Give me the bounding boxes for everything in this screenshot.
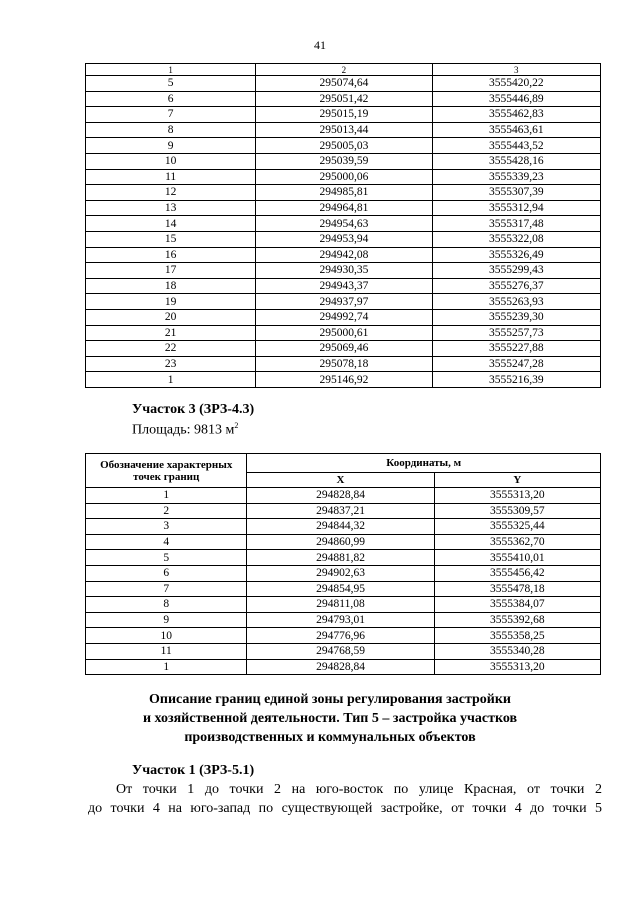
point-number-cell: 21 [86, 325, 256, 341]
point-number-cell: 1 [86, 488, 247, 504]
x-coordinate-cell: 294860,99 [247, 534, 434, 550]
y-coordinate-cell: 3555463,61 [432, 122, 600, 138]
coordinates-header: Координаты, м [247, 454, 601, 473]
table-row [86, 356, 601, 372]
x-coordinate-cell: 295078,18 [256, 356, 432, 372]
table-row [86, 263, 601, 279]
table-header-row [86, 64, 601, 76]
x-coordinate-cell: 294954,63 [256, 216, 432, 232]
x-coordinate-cell: 295000,06 [256, 169, 432, 185]
table-row [86, 122, 601, 138]
x-coordinate-cell: 295039,59 [256, 153, 432, 169]
y-coordinate-cell: 3555309,57 [434, 503, 600, 519]
y-coordinate-cell: 3555392,68 [434, 612, 600, 628]
point-number-cell: 11 [86, 643, 247, 659]
x-coordinate-cell: 295013,44 [256, 122, 432, 138]
table-row [86, 581, 601, 597]
x-coordinate-cell: 295069,46 [256, 341, 432, 357]
y-coordinate-cell: 3555227,88 [432, 341, 600, 357]
y-coordinate-cell: 3555326,49 [432, 247, 600, 263]
heading-line-3: производственных и коммунальных объектов [184, 730, 476, 745]
point-number-cell: 5 [86, 76, 256, 92]
table-row [86, 76, 601, 92]
table-row [86, 534, 601, 550]
table-row [86, 503, 601, 519]
x-coordinate-cell: 294854,95 [247, 581, 434, 597]
point-number-cell: 6 [86, 91, 256, 107]
y-coordinate-cell: 3555420,22 [432, 76, 600, 92]
y-coordinate-cell: 3555239,30 [432, 309, 600, 325]
point-number-cell: 10 [86, 628, 247, 644]
x-coordinate-cell: 294793,01 [247, 612, 434, 628]
section-1-title: Участок 1 (ЗРЗ-5.1) [132, 763, 255, 778]
zone-description-heading [60, 690, 600, 747]
y-coordinate-cell: 3555428,16 [432, 153, 600, 169]
area-text: Площадь: 9813 м [132, 422, 235, 438]
x-coordinate-cell: 294942,08 [256, 247, 432, 263]
point-number-cell: 8 [86, 597, 247, 613]
y-coordinate-cell: 3555307,39 [432, 185, 600, 201]
table-row [86, 612, 601, 628]
point-number-cell: 15 [86, 231, 256, 247]
point-number-cell: 4 [86, 534, 247, 550]
column-number-2: 2 [256, 64, 432, 76]
table-row [86, 216, 601, 232]
x-coordinate-cell: 295051,42 [256, 91, 432, 107]
x-coordinate-cell: 295000,61 [256, 325, 432, 341]
table-row [86, 278, 601, 294]
y-coordinate-cell: 3555340,28 [434, 643, 600, 659]
table-row [86, 169, 601, 185]
point-number-cell: 6 [86, 565, 247, 581]
point-number-cell: 10 [86, 153, 256, 169]
table-row [86, 372, 601, 388]
y-coordinate-cell: 3555446,89 [432, 91, 600, 107]
y-coordinate-cell: 3555443,52 [432, 138, 600, 154]
point-number-cell: 9 [86, 612, 247, 628]
section-1-paragraph-line-1: От точки 1 до точки 2 на юго-восток по улице Красная, от точки 2 [116, 782, 602, 797]
section-3-title: Участок 3 (ЗРЗ-4.3) [132, 402, 255, 417]
table-row [86, 519, 601, 535]
point-number-cell: 12 [86, 185, 256, 201]
table-row [86, 550, 601, 566]
point-number-cell: 11 [86, 169, 256, 185]
section-3-coordinates-table [85, 453, 601, 675]
y-coordinate-cell: 3555263,93 [432, 294, 600, 310]
x-coordinate-cell: 294992,74 [256, 309, 432, 325]
y-coordinate-cell: 3555313,20 [434, 659, 600, 675]
point-number-cell: 22 [86, 341, 256, 357]
y-coordinate-cell: 3555478,18 [434, 581, 600, 597]
table-row [86, 107, 601, 123]
x-header: X [247, 473, 434, 488]
y-coordinate-cell: 3555313,20 [434, 488, 600, 504]
x-coordinate-cell: 294768,59 [247, 643, 434, 659]
x-coordinate-cell: 294844,32 [247, 519, 434, 535]
column-number-3: 3 [432, 64, 600, 76]
x-coordinate-cell: 295074,64 [256, 76, 432, 92]
y-coordinate-cell: 3555299,43 [432, 263, 600, 279]
table-row [86, 488, 601, 504]
point-number-cell: 17 [86, 263, 256, 279]
y-coordinate-cell: 3555257,73 [432, 325, 600, 341]
coordinates-table-continued [85, 63, 601, 388]
point-number-cell: 23 [86, 356, 256, 372]
point-number-cell: 5 [86, 550, 247, 566]
table-row [86, 91, 601, 107]
table-row [86, 294, 601, 310]
section-3-area [132, 421, 238, 439]
point-number-cell: 18 [86, 278, 256, 294]
table-row [86, 565, 601, 581]
y-coordinate-cell: 3555317,48 [432, 216, 600, 232]
y-header: Y [434, 473, 600, 488]
table-row [86, 247, 601, 263]
table-row [86, 659, 601, 675]
point-number-cell: 19 [86, 294, 256, 310]
y-coordinate-cell: 3555322,08 [432, 231, 600, 247]
x-coordinate-cell: 295146,92 [256, 372, 432, 388]
point-number-cell: 1 [86, 372, 256, 388]
y-coordinate-cell: 3555216,39 [432, 372, 600, 388]
x-coordinate-cell: 294964,81 [256, 200, 432, 216]
table-row [86, 325, 601, 341]
point-number-cell: 1 [86, 659, 247, 675]
y-coordinate-cell: 3555312,94 [432, 200, 600, 216]
x-coordinate-cell: 294837,21 [247, 503, 434, 519]
table-row [86, 628, 601, 644]
y-coordinate-cell: 3555247,28 [432, 356, 600, 372]
y-coordinate-cell: 3555384,07 [434, 597, 600, 613]
x-coordinate-cell: 295005,03 [256, 138, 432, 154]
x-coordinate-cell: 294985,81 [256, 185, 432, 201]
point-number-cell: 14 [86, 216, 256, 232]
heading-line-2: и хозяйственной деятельности. Тип 5 – застройка участков [142, 711, 518, 726]
point-designation-header: Обозначение характерных точек границ [86, 454, 247, 488]
point-number-cell: 16 [86, 247, 256, 263]
point-number-cell: 2 [86, 503, 247, 519]
table-row [86, 185, 601, 201]
y-coordinate-cell: 3555410,01 [434, 550, 600, 566]
x-coordinate-cell: 294953,94 [256, 231, 432, 247]
table-row [86, 138, 601, 154]
x-coordinate-cell: 294943,37 [256, 278, 432, 294]
point-number-cell: 13 [86, 200, 256, 216]
x-coordinate-cell: 294881,82 [247, 550, 434, 566]
y-coordinate-cell: 3555325,44 [434, 519, 600, 535]
table-row [86, 200, 601, 216]
table-row [86, 231, 601, 247]
table-header-row [86, 454, 601, 473]
y-coordinate-cell: 3555362,70 [434, 534, 600, 550]
point-number-cell: 9 [86, 138, 256, 154]
table-row [86, 153, 601, 169]
x-coordinate-cell: 294811,08 [247, 597, 434, 613]
x-coordinate-cell: 294937,97 [256, 294, 432, 310]
section-1-paragraph-line-2: до точки 4 на юго-запад по существующей застройке, от точки 4 до точки 5 [88, 801, 602, 816]
x-coordinate-cell: 294828,84 [247, 659, 434, 675]
point-number-cell: 8 [86, 122, 256, 138]
y-coordinate-cell: 3555276,37 [432, 278, 600, 294]
heading-line-1: Описание границ единой зоны регулирования застройки [149, 692, 511, 707]
point-number-cell: 20 [86, 309, 256, 325]
x-coordinate-cell: 294776,96 [247, 628, 434, 644]
y-coordinate-cell: 3555339,23 [432, 169, 600, 185]
point-number-cell: 7 [86, 581, 247, 597]
y-coordinate-cell: 3555358,25 [434, 628, 600, 644]
x-coordinate-cell: 295015,19 [256, 107, 432, 123]
table-row [86, 309, 601, 325]
table-row [86, 597, 601, 613]
table-row [86, 643, 601, 659]
point-number-cell: 7 [86, 107, 256, 123]
x-coordinate-cell: 294828,84 [247, 488, 434, 504]
point-number-cell: 3 [86, 519, 247, 535]
x-coordinate-cell: 294902,63 [247, 565, 434, 581]
area-unit-superscript: 2 [234, 421, 239, 430]
x-coordinate-cell: 294930,35 [256, 263, 432, 279]
y-coordinate-cell: 3555456,42 [434, 565, 600, 581]
table-row [86, 341, 601, 357]
column-number-1: 1 [86, 64, 256, 76]
y-coordinate-cell: 3555462,83 [432, 107, 600, 123]
page-number: 41 [314, 38, 326, 52]
